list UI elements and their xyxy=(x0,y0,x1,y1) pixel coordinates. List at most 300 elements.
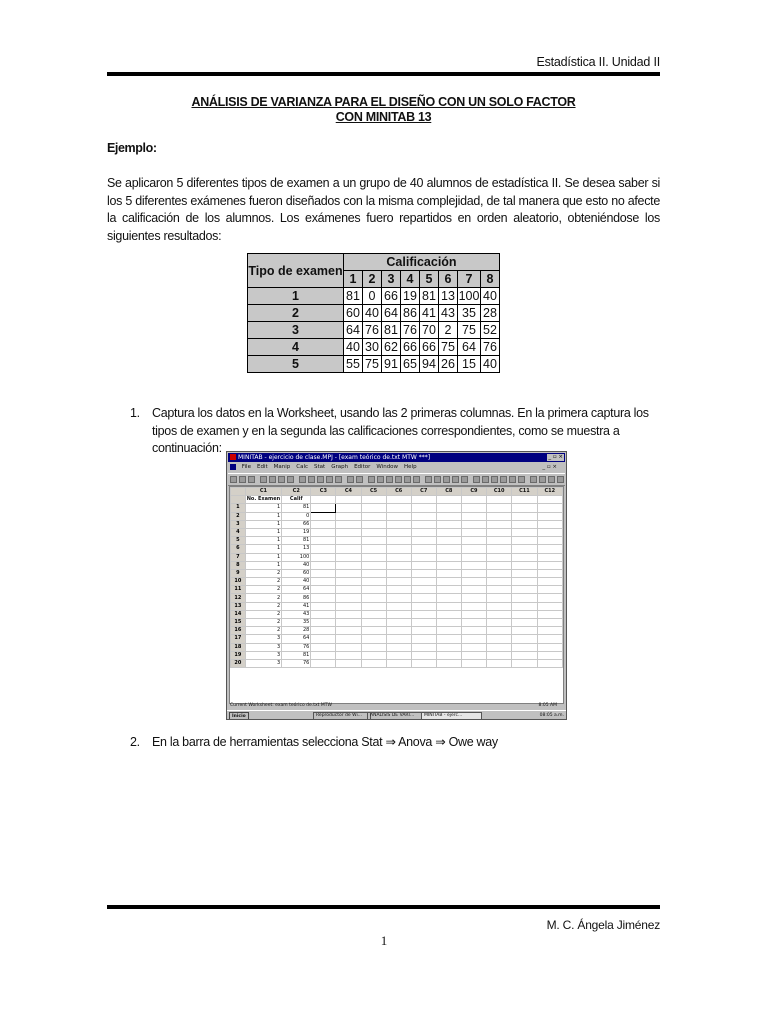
worksheet-cell xyxy=(411,528,436,536)
worksheet-cell xyxy=(311,643,336,651)
menu-item: Graph xyxy=(331,464,349,470)
toolbar-icon xyxy=(500,476,507,483)
worksheet-cell xyxy=(461,537,486,545)
worksheet-cell xyxy=(411,619,436,627)
worksheet-cell: 2 xyxy=(245,610,281,618)
worksheet-cell xyxy=(361,561,386,569)
row-number: 7 xyxy=(231,553,246,561)
worksheet-cell xyxy=(336,627,361,635)
worksheet-cell xyxy=(436,553,461,561)
worksheet-cell: 1 xyxy=(245,561,281,569)
row-number: 13 xyxy=(231,602,246,610)
worksheet-cell xyxy=(436,651,461,659)
worksheet-cell xyxy=(336,528,361,536)
worksheet-column-header: C3 xyxy=(311,488,336,496)
worksheet-cell xyxy=(436,504,461,512)
worksheet-cell xyxy=(361,610,386,618)
worksheet-cell xyxy=(311,602,336,610)
toolbar-icon xyxy=(377,476,384,483)
worksheet-cell xyxy=(436,586,461,594)
table-cell: 91 xyxy=(382,356,401,373)
row-number: 15 xyxy=(231,619,246,627)
table-cell: 100 xyxy=(458,289,480,303)
worksheet-cell xyxy=(486,528,511,536)
table-cell: 19 xyxy=(401,288,420,305)
worksheet-cell: 66 xyxy=(282,520,311,528)
row-number: 11 xyxy=(231,586,246,594)
worksheet-cell xyxy=(311,610,336,618)
worksheet-cell xyxy=(537,578,562,586)
worksheet-cell xyxy=(512,651,537,659)
worksheet-row xyxy=(231,545,563,553)
worksheet-cell xyxy=(537,635,562,643)
toolbar-icon xyxy=(482,476,489,483)
table-cell: 75 xyxy=(363,356,382,373)
worksheet-cell xyxy=(486,627,511,635)
worksheet-cell xyxy=(436,561,461,569)
menu-items xyxy=(242,464,423,470)
worksheet-cell: 43 xyxy=(282,610,311,618)
worksheet-column-name xyxy=(386,496,411,504)
step-text: Captura los datos en la Worksheet, usando las 2 primeras columnas. En la primera captura los tipos de examen y en la segunda las calificaciones correspondientes, como se muestra a continuación: xyxy=(152,406,649,455)
toolbar-icon xyxy=(278,476,285,483)
worksheet-cell xyxy=(361,569,386,577)
worksheet-cell xyxy=(512,619,537,627)
worksheet-cell xyxy=(486,569,511,577)
worksheet-cell xyxy=(386,610,411,618)
worksheet-cell xyxy=(411,627,436,635)
table-cell: 13 xyxy=(439,288,458,305)
worksheet-cell xyxy=(512,659,537,667)
worksheet-cell: 81 xyxy=(282,537,311,545)
worksheet-cell xyxy=(512,553,537,561)
table-cell: 66 xyxy=(401,339,420,356)
worksheet-cell xyxy=(486,520,511,528)
toolbar-icon xyxy=(230,476,237,483)
worksheet-cell xyxy=(537,504,562,512)
worksheet-cell xyxy=(537,586,562,594)
toolbar-icon xyxy=(557,476,564,483)
row-number: 10 xyxy=(231,578,246,586)
table-row xyxy=(248,288,500,305)
row-number: 3 xyxy=(231,520,246,528)
worksheet-cell xyxy=(486,561,511,569)
worksheet-cell xyxy=(512,627,537,635)
worksheet-cell xyxy=(537,651,562,659)
worksheet-column-header: C8 xyxy=(436,488,461,496)
row-number: 12 xyxy=(231,594,246,602)
worksheet-cell xyxy=(436,578,461,586)
step-number: 1. xyxy=(130,406,140,420)
table-row xyxy=(248,339,500,356)
worksheet-cell xyxy=(486,610,511,618)
worksheet-column-name xyxy=(537,496,562,504)
worksheet-cell xyxy=(537,512,562,520)
taskbar-clock: 08:05 a.m. xyxy=(539,713,564,718)
worksheet-cell xyxy=(537,528,562,536)
worksheet-column-name xyxy=(486,496,511,504)
worksheet-cell xyxy=(386,578,411,586)
worksheet-cell xyxy=(361,627,386,635)
column-header: 8 xyxy=(481,271,500,288)
row-number: 17 xyxy=(231,635,246,643)
worksheet-cell xyxy=(386,651,411,659)
row-number: 20 xyxy=(231,659,246,667)
worksheet-cell xyxy=(311,627,336,635)
worksheet-row xyxy=(231,643,563,651)
worksheet-row xyxy=(231,635,563,643)
worksheet-cell xyxy=(436,619,461,627)
worksheet-cell: 0 xyxy=(282,512,311,520)
worksheet-cell xyxy=(411,504,436,512)
taskbar-item: ANÁLISIS DE VARI... xyxy=(367,712,425,720)
worksheet-cell xyxy=(361,643,386,651)
worksheet-column-header: C4 xyxy=(336,488,361,496)
worksheet-cell xyxy=(411,512,436,520)
worksheet-icon xyxy=(230,464,236,470)
toolbar-icon xyxy=(452,476,459,483)
table-cell: 81 xyxy=(382,322,401,339)
worksheet-row xyxy=(231,610,563,618)
worksheet-row xyxy=(231,528,563,536)
worksheet-cell xyxy=(386,586,411,594)
window-control-buttons: _ ▫ × xyxy=(548,454,563,460)
worksheet-cell xyxy=(361,578,386,586)
table-cell: 75 xyxy=(458,322,481,339)
worksheet-cell xyxy=(386,553,411,561)
worksheet-cell xyxy=(486,578,511,586)
toolbar-icon xyxy=(509,476,516,483)
table-cell: 86 xyxy=(401,305,420,322)
worksheet-cell: 100 xyxy=(282,553,311,561)
worksheet-column-header: C2 xyxy=(282,488,311,496)
worksheet-cell xyxy=(311,586,336,594)
worksheet-cell: 13 xyxy=(282,545,311,553)
toolbar-icon xyxy=(473,476,480,483)
worksheet-cell xyxy=(512,528,537,536)
worksheet-cell xyxy=(386,602,411,610)
example-label: Ejemplo: xyxy=(107,141,157,155)
worksheet-grid xyxy=(229,486,564,704)
worksheet-cell: 2 xyxy=(245,602,281,610)
row-number: 1 xyxy=(231,504,246,512)
worksheet-cell xyxy=(311,578,336,586)
worksheet-cell xyxy=(336,553,361,561)
row-number: 2 xyxy=(231,512,246,520)
worksheet-cell xyxy=(411,594,436,602)
worksheet-cell xyxy=(361,619,386,627)
worksheet-cell xyxy=(486,619,511,627)
table-cell: 76 xyxy=(401,322,420,339)
worksheet-cell xyxy=(537,537,562,545)
worksheet-cell xyxy=(537,561,562,569)
worksheet-cell xyxy=(336,578,361,586)
worksheet-cell: 2 xyxy=(245,619,281,627)
row-number: 4 xyxy=(231,528,246,536)
worksheet-cell xyxy=(461,627,486,635)
worksheet-cell xyxy=(436,528,461,536)
table-cell: 55 xyxy=(344,356,363,373)
toolbar-icon xyxy=(260,476,267,483)
worksheet-cell xyxy=(461,586,486,594)
worksheet-cell xyxy=(436,627,461,635)
worksheet-cell xyxy=(336,504,361,512)
menu-item: Stat xyxy=(314,464,326,470)
worksheet-cell xyxy=(486,643,511,651)
worksheet-cell: 86 xyxy=(282,594,311,602)
worksheet-cell: 2 xyxy=(245,627,281,635)
table-cell: 15 xyxy=(458,356,481,373)
worksheet-cell xyxy=(461,553,486,561)
worksheet-cell: 1 xyxy=(245,528,281,536)
taskbar-item-active: MINITAB - ejerc... xyxy=(421,712,482,720)
worksheet-row xyxy=(231,602,563,610)
worksheet-row xyxy=(231,504,563,512)
toolbar-icon xyxy=(326,476,333,483)
worksheet-row xyxy=(231,520,563,528)
worksheet-cell xyxy=(336,586,361,594)
worksheet-cell xyxy=(461,643,486,651)
worksheet-cell xyxy=(537,627,562,635)
worksheet-row xyxy=(231,512,563,520)
toolbar-icon xyxy=(308,476,315,483)
toolbar-icon xyxy=(530,476,537,483)
worksheet-row xyxy=(231,594,563,602)
worksheet-cell: 1 xyxy=(245,520,281,528)
table-cell: 66 xyxy=(420,339,439,356)
worksheet-cell xyxy=(411,643,436,651)
table-cell: 40 xyxy=(481,356,500,373)
worksheet-cell xyxy=(311,545,336,553)
toolbar-icon xyxy=(287,476,294,483)
worksheet-cell xyxy=(386,627,411,635)
worksheet-cell xyxy=(336,594,361,602)
worksheet-column-header: C1 xyxy=(245,488,281,496)
toolbar-icon xyxy=(518,476,525,483)
worksheet-cell xyxy=(411,602,436,610)
worksheet-cell xyxy=(436,659,461,667)
row-number xyxy=(231,496,246,504)
worksheet-cell: 35 xyxy=(282,619,311,627)
document-title-line-2: CON MINITAB 13 xyxy=(335,110,432,124)
worksheet-cell xyxy=(512,610,537,618)
row-number: 18 xyxy=(231,643,246,651)
table-group-header: Calificación xyxy=(344,254,500,271)
worksheet-cell xyxy=(411,561,436,569)
worksheet-cell: 64 xyxy=(282,586,311,594)
column-header: 5 xyxy=(420,271,439,288)
footer-author: M. C. Ángela Jiménez xyxy=(546,918,660,932)
table-cell: 76 xyxy=(363,322,382,339)
start-button: Inicio xyxy=(229,712,249,720)
header-rule xyxy=(107,72,660,76)
worksheet-cell xyxy=(486,504,511,512)
table-cell: 60 xyxy=(344,305,363,322)
worksheet-cell xyxy=(486,635,511,643)
worksheet-cell xyxy=(411,537,436,545)
column-header: 2 xyxy=(363,271,382,288)
toolbar-icon xyxy=(269,476,276,483)
document-title-line-1: ANÁLISIS DE VARIANZA PARA EL DISEÑO CON UN SOLO FACTOR xyxy=(191,95,576,109)
worksheet-cell xyxy=(486,553,511,561)
row-label: 3 xyxy=(248,322,344,339)
menu-item: Manip xyxy=(273,464,291,470)
worksheet-cell xyxy=(537,553,562,561)
row-label: 1 xyxy=(248,288,344,305)
table-cell: 0 xyxy=(363,288,382,305)
worksheet-column-name xyxy=(411,496,436,504)
worksheet-cell: 2 xyxy=(245,586,281,594)
worksheet-cell xyxy=(461,569,486,577)
worksheet-cell xyxy=(336,643,361,651)
worksheet-column-name xyxy=(512,496,537,504)
worksheet-cell: 28 xyxy=(282,627,311,635)
worksheet-column-header: C6 xyxy=(386,488,411,496)
footer-rule xyxy=(107,905,660,909)
minitab-toolbar xyxy=(228,473,565,486)
worksheet-cell: 81 xyxy=(282,504,311,512)
step-number: 2. xyxy=(130,735,140,749)
worksheet-cell xyxy=(411,520,436,528)
worksheet-cell xyxy=(311,537,336,545)
worksheet-cell: 3 xyxy=(245,651,281,659)
row-label: 2 xyxy=(248,305,344,322)
worksheet-cell xyxy=(461,651,486,659)
worksheet-cell xyxy=(361,635,386,643)
worksheet-cell xyxy=(386,504,411,512)
row-number: 5 xyxy=(231,537,246,545)
table-cell: 75 xyxy=(439,339,458,356)
worksheet-row xyxy=(231,627,563,635)
toolbar-icon xyxy=(248,476,255,483)
worksheet-cell xyxy=(486,512,511,520)
menu-item: Editor xyxy=(354,464,371,470)
worksheet-cell xyxy=(461,528,486,536)
toolbar-icon xyxy=(347,476,354,483)
menu-item: File xyxy=(241,464,251,470)
worksheet-cell xyxy=(336,619,361,627)
table-cell: 2 xyxy=(439,322,458,339)
worksheet-cell xyxy=(336,520,361,528)
worksheet-column-name xyxy=(361,496,386,504)
column-header: 7 xyxy=(458,271,481,288)
worksheet-cell xyxy=(486,586,511,594)
worksheet-cell xyxy=(386,545,411,553)
worksheet-cell xyxy=(461,659,486,667)
worksheet-row xyxy=(231,569,563,577)
worksheet-cell xyxy=(411,578,436,586)
worksheet-cell xyxy=(461,504,486,512)
toolbar-icon xyxy=(413,476,420,483)
worksheet-cell xyxy=(512,512,537,520)
toolbar-icon xyxy=(239,476,246,483)
worksheet-column-name xyxy=(436,496,461,504)
worksheet-cell xyxy=(436,635,461,643)
toolbar-icon xyxy=(395,476,402,483)
menu-item: Window xyxy=(376,464,399,470)
worksheet-cell xyxy=(411,553,436,561)
worksheet-cell xyxy=(411,635,436,643)
toolbar-icon xyxy=(299,476,306,483)
table-cell: 40 xyxy=(344,339,363,356)
worksheet-cell xyxy=(361,553,386,561)
running-header: Estadística II. Unidad II xyxy=(536,55,660,69)
worksheet-cell xyxy=(336,569,361,577)
table-cell: 40 xyxy=(363,305,382,322)
worksheet-cell xyxy=(386,537,411,545)
worksheet-cell xyxy=(512,643,537,651)
worksheet-column-name: Calif xyxy=(282,496,311,504)
worksheet-cell xyxy=(537,602,562,610)
worksheet-cell: 3 xyxy=(245,635,281,643)
worksheet-cell xyxy=(386,643,411,651)
worksheet-cell xyxy=(311,504,336,512)
worksheet-cell xyxy=(361,545,386,553)
worksheet-cell xyxy=(336,602,361,610)
worksheet-cell: 1 xyxy=(245,512,281,520)
worksheet-cell xyxy=(461,561,486,569)
worksheet-cell xyxy=(361,504,386,512)
worksheet-cell xyxy=(311,619,336,627)
row-label: 4 xyxy=(248,339,344,356)
table-cell: 35 xyxy=(458,305,481,322)
worksheet-cell xyxy=(512,569,537,577)
worksheet-cell xyxy=(436,602,461,610)
worksheet-cell xyxy=(411,569,436,577)
worksheet-cell xyxy=(512,561,537,569)
worksheet-cell: 3 xyxy=(245,659,281,667)
worksheet-cell xyxy=(436,545,461,553)
example-paragraph: Se aplicaron 5 diferentes tipos de examen a un grupo de 40 alumnos de estadística II. Se desea saber si los 5 diferentes exámenes fueron diseñados con la misma complejidad, de tal manera que esto no afecte la calificación de los alumnos. Los exámenes fuero repartidos en orden aleatorio, obteniéndose los siguientes resultados: xyxy=(107,176,660,243)
minitab-menu-bar xyxy=(228,463,565,472)
table-row xyxy=(248,305,500,322)
worksheet-row xyxy=(231,651,563,659)
worksheet-cell xyxy=(537,594,562,602)
worksheet-cell xyxy=(512,520,537,528)
worksheet-cell xyxy=(512,578,537,586)
table-cell: 64 xyxy=(382,305,401,322)
table-cell: 81 xyxy=(344,288,363,305)
worksheet-cell: 40 xyxy=(282,578,311,586)
column-header: 1 xyxy=(344,271,363,288)
toolbar-icon xyxy=(368,476,375,483)
worksheet-cell: 2 xyxy=(245,594,281,602)
worksheet-cell xyxy=(486,659,511,667)
table-cell: 41 xyxy=(420,305,439,322)
worksheet-cell xyxy=(336,610,361,618)
table-cell: 62 xyxy=(382,339,401,356)
worksheet-cell xyxy=(361,586,386,594)
worksheet-cell: 60 xyxy=(282,569,311,577)
worksheet-cell xyxy=(386,619,411,627)
worksheet-cell xyxy=(311,659,336,667)
row-label: 5 xyxy=(248,356,344,373)
worksheet-cell xyxy=(436,537,461,545)
row-number: 19 xyxy=(231,651,246,659)
worksheet-cell xyxy=(512,545,537,553)
worksheet-cell xyxy=(361,512,386,520)
toolbar-icon xyxy=(404,476,411,483)
worksheet-cell xyxy=(311,553,336,561)
worksheet-row xyxy=(231,586,563,594)
table-cell: 64 xyxy=(458,339,481,356)
worksheet-cell xyxy=(336,635,361,643)
worksheet-cell: 2 xyxy=(245,569,281,577)
column-header: 6 xyxy=(439,271,458,288)
worksheet-cell xyxy=(436,520,461,528)
worksheet-cell xyxy=(436,594,461,602)
worksheet-cell xyxy=(411,586,436,594)
